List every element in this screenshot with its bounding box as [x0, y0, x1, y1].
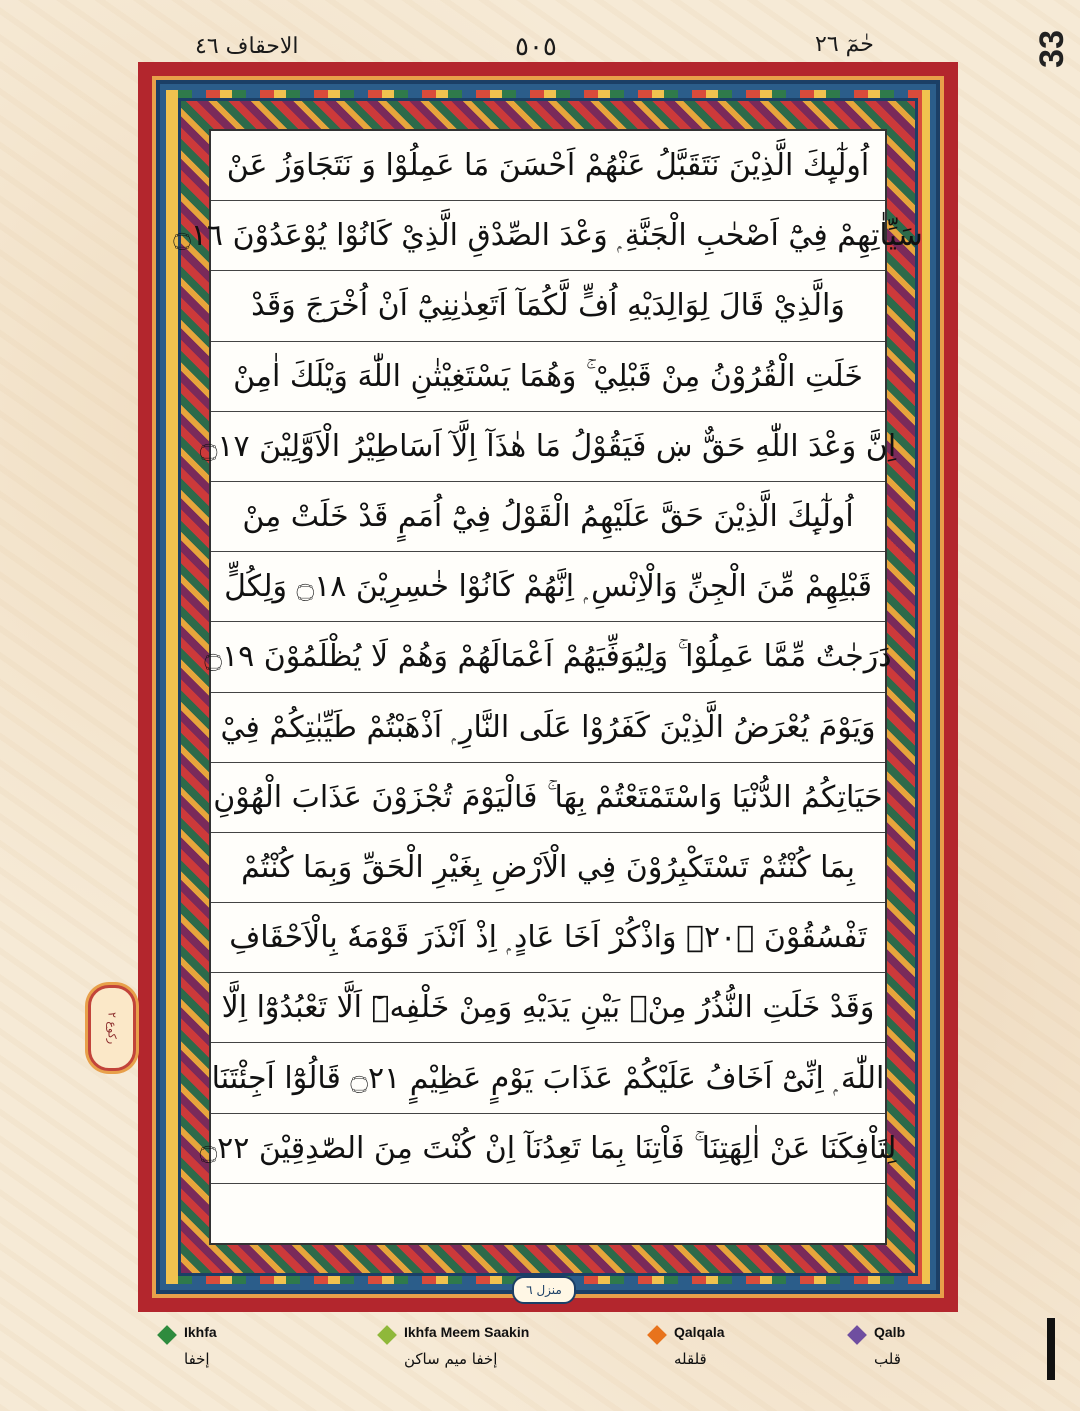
text-line: اُولٰٓىِٕكَ الَّذِيْنَ نَتَقَبَّلُ عَنْهُمْ اَحْسَنَ مَا عَمِلُوْا وَ نَتَجَاوَزُ عَنْ: [211, 131, 885, 201]
juz-name: حٰمٓ ٢٦: [815, 32, 874, 57]
surah-name: الاحقاف ٤٦: [195, 34, 299, 59]
text-line: سَيِّاٰتِهِمْ فِيْٓ اَصْحٰبِ الْجَنَّةِ ۭ وَعْدَ الصِّدْقِ الَّذِيْ كَانُوْا يُوْعَدُوْنَ ۝١٦: [211, 201, 885, 271]
text-panel: [173, 129, 923, 1245]
text-line: قَبْلِهِمْ مِّنَ الْجِنِّ وَالْاِنْسِ ۭ اِنَّهُمْ كَانُوْا خٰسِرِيْنَ ۝١٨ وَلِكُلٍّ: [211, 552, 885, 622]
legend-label-ar: قلب: [874, 1350, 901, 1368]
legend-label-ar: إخفا: [184, 1350, 210, 1368]
text-line: وَيَوْمَ يُعْرَضُ الَّذِيْنَ كَفَرُوْا عَلَى النَّارِ ۭ اَذْهَبْتُمْ طَيِّبٰتِكُمْ فِيْ: [211, 693, 885, 763]
text-line: دَرَجٰتٌ مِّمَّا عَمِلُوْا ۚ وَلِيُوَفِّيَهُمْ اَعْمَالَهُمْ وَهُمْ لَا يُظْلَمُوْنَ ۝١٩: [211, 622, 885, 692]
text-line: اللّٰهَ ۭ اِنِّىْٓ اَخَافُ عَلَيْكُمْ عَذَابَ يَوْمٍ عَظِيْمٍ ۝٢١ قَالُوْٓا اَجِئْتَنَا: [211, 1043, 885, 1113]
text-line: بِمَا كُنْتُمْ تَسْتَكْبِرُوْنَ فِي الْاَرْضِ بِغَيْرِ الْحَقِّ وَبِمَا كُنْتُمْ: [211, 833, 885, 903]
legend-label-ar: قلقله: [674, 1350, 707, 1368]
text-line: لِتَاْفِكَنَا عَنْ اٰلِهَتِنَا ۚ فَاْتِنَا بِمَا تَعِدُنَآ اِنْ كُنْتَ مِنَ الصّٰدِقِيْنَ ۝٢٢: [211, 1114, 885, 1184]
legend-label-en: Qalqala: [674, 1324, 725, 1340]
ruku-medallion: ركوع ٢: [88, 985, 136, 1071]
text-line: وَالَّذِيْ قَالَ لِوَالِدَيْهِ اُفٍّ لَّكُمَآ اَتَعِدٰنِنِيْٓ اَنْ اُخْرَجَ وَقَدْ: [211, 271, 885, 341]
ornamental-frame: [138, 62, 958, 1312]
diamond-icon: [157, 1325, 177, 1345]
text-line: خَلَتِ الْقُرُوْنُ مِنْ قَبْلِيْ ۚ وَهُمَا يَسْتَغِيْثٰنِ اللّٰهَ وَيْلَكَ اٰمِنْ: [211, 342, 885, 412]
text-line: [211, 1184, 885, 1254]
diamond-icon: [847, 1325, 867, 1345]
text-line: تَفْسُقُوْنَ ۝٢٠ۧ وَاذْكُرْ اَخَا عَادٍ ۭ اِذْ اَنْذَرَ قَوْمَهٗ بِالْاَحْقَافِ: [211, 903, 885, 973]
frame-border-pattern: [173, 98, 923, 1276]
legend-label-en: Ikhfa: [184, 1324, 217, 1340]
page-number: ٥٠٥: [515, 32, 557, 62]
page-index-number: 33: [1033, 30, 1071, 68]
legend-label-en: Ikhfa Meem Saakin: [404, 1324, 530, 1340]
text-line: اُولٰٓىِٕكَ الَّذِيْنَ حَقَّ عَلَيْهِمُ الْقَوْلُ فِيْٓ اُمَمٍ قَدْ خَلَتْ مِنْ: [211, 482, 885, 552]
text-line: حَيَاتِكُمُ الدُّنْيَا وَاسْتَمْتَعْتُمْ بِهَا ۚ فَالْيَوْمَ تُجْزَوْنَ عَذَابَ الْهُوْنِ: [211, 763, 885, 833]
tajweed-legend: [0, 1326, 1080, 1406]
legend-label-en: Qalb: [874, 1324, 906, 1340]
manzil-badge: منزل ٦: [512, 1276, 576, 1304]
text-line: اِنَّ وَعْدَ اللّٰهِ حَقٌّ ښ فَيَقُوْلُ مَا هٰذَآ اِلَّآ اَسَاطِيْرُ الْاَوَّلِيْنَ ۝١٧: [211, 412, 885, 482]
diamond-icon: [377, 1325, 397, 1345]
text-line: وَقَدْ خَلَتِ النُّذُرُ مِنْۢ بَيْنِ يَدَيْهِ وَمِنْ خَلْفِهٖٓ اَلَّا تَعْبُدُوْٓا اِلَّا: [211, 973, 885, 1043]
legend-label-ar: إخفا ميم ساكن: [404, 1350, 498, 1368]
diamond-icon: [647, 1325, 667, 1345]
